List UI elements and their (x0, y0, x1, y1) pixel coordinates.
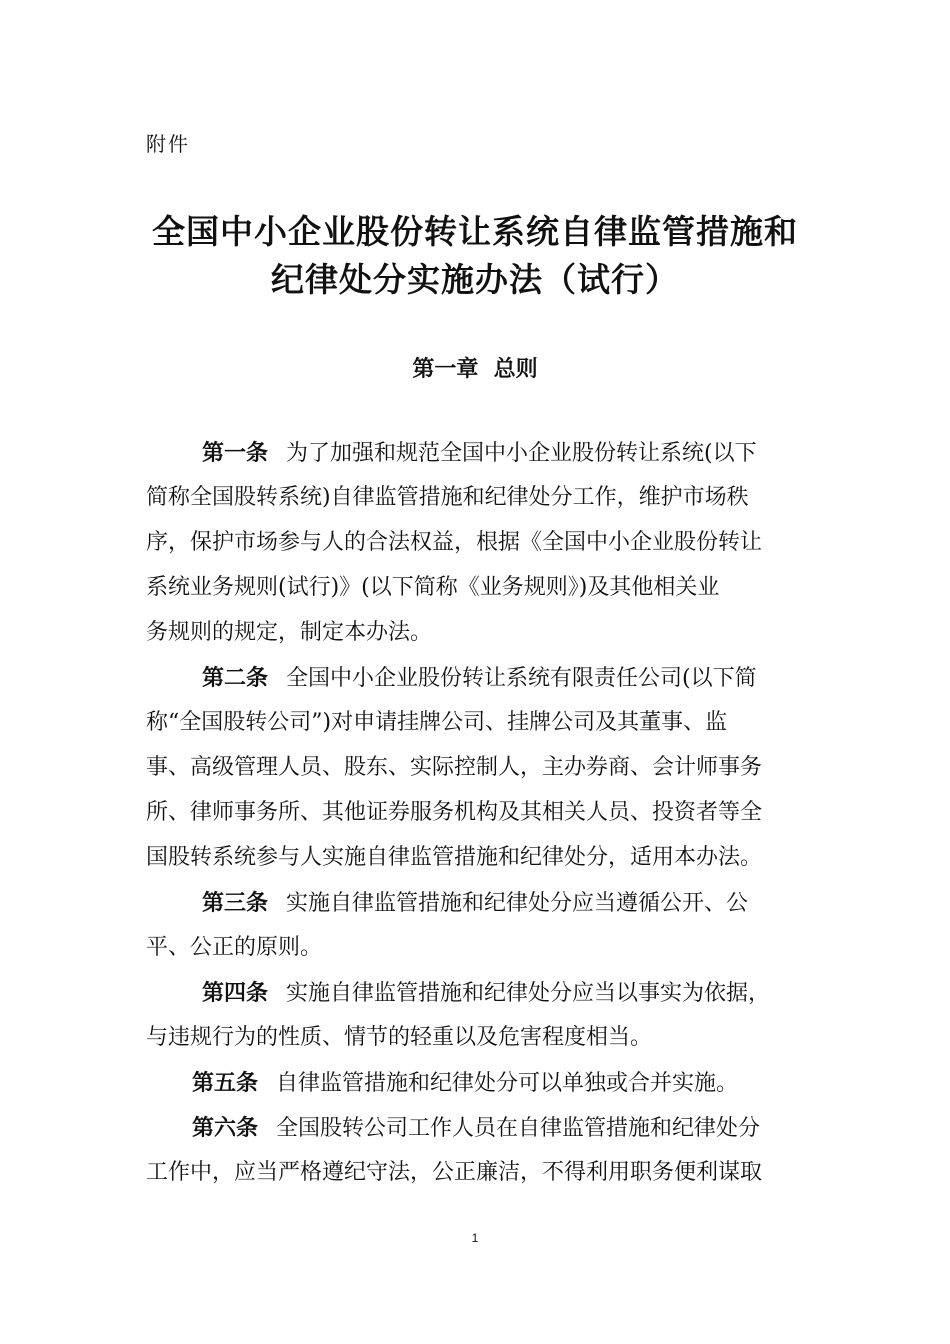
article-1-line-3: 序，保护市场参与人的合法权益，根据《全国中小企业股份转让 (146, 530, 763, 555)
article-4-line-2: 与违规行为的性质、情节的轻重以及危害程度相当。 (146, 1025, 653, 1050)
chapter-name: 总则 (493, 356, 538, 382)
article-4-label: 第四条 (202, 980, 269, 1006)
article-2-label: 第二条 (202, 665, 269, 691)
article-2-line-1: 第二条 全国中小企业股份转让系统有限责任公司(以下简 (202, 665, 757, 691)
chapter-heading (0, 352, 950, 383)
document-title-line-1: 全国中小企业股份转让系统自律监管措施和 (152, 212, 798, 251)
article-2-line-5: 国股转系统参与人实施自律监管措施和纪律处分，适用本办法。 (146, 845, 763, 870)
article-1-label: 第一条 (202, 440, 269, 466)
article-6-label: 第六条 (192, 1115, 259, 1141)
page-number: 1 (471, 1231, 479, 1245)
article-3-line-2: 平、公正的原则。 (146, 935, 323, 960)
article-3-line-1: 第三条 实施自律监管措施和纪律处分应当遵循公开、公 (202, 890, 749, 916)
article-2-line-4: 所、律师事务所、其他证券服务机构及其相关人员、投资者等全 (146, 800, 763, 825)
article-6-line-1: 第六条 全国股转公司工作人员在自律监管措施和纪律处分 (192, 1115, 761, 1141)
article-5-label: 第五条 (192, 1070, 259, 1096)
document-title-line-2: 纪律处分实施办法（试行） (271, 260, 679, 299)
article-2-line-3: 事、高级管理人员、股东、实际控制人，主办券商、会计师事务 (146, 755, 763, 780)
chapter-number: 第一章 (412, 356, 479, 382)
article-3-label: 第三条 (202, 890, 269, 916)
article-4-line-1: 第四条 实施自律监管措施和纪律处分应当以事实为依据， (202, 980, 771, 1006)
attachment-label: 附件 (146, 132, 190, 156)
article-1-line-1: 第一条 为了加强和规范全国中小企业股份转让系统(以下 (202, 440, 757, 466)
article-1-line-4: 系统业务规则(试行)》(以下简称《业务规则》)及其他相关业 (146, 575, 720, 600)
article-6-line-2: 工作中，应当严格遵纪守法，公正廉洁，不得利用职务便利谋取 (146, 1160, 763, 1185)
article-5-line-1: 第五条 自律监管措施和纪律处分可以单独或合并实施。 (192, 1070, 739, 1096)
article-2-line-2: 称“全国股转公司”)对申请挂牌公司、挂牌公司及其董事、监 (146, 710, 728, 735)
article-1-line-5: 务规则的规定，制定本办法。 (146, 620, 433, 645)
article-1-line-2: 简称全国股转系统)自律监管措施和纪律处分工作，维护市场秩 (146, 485, 749, 510)
